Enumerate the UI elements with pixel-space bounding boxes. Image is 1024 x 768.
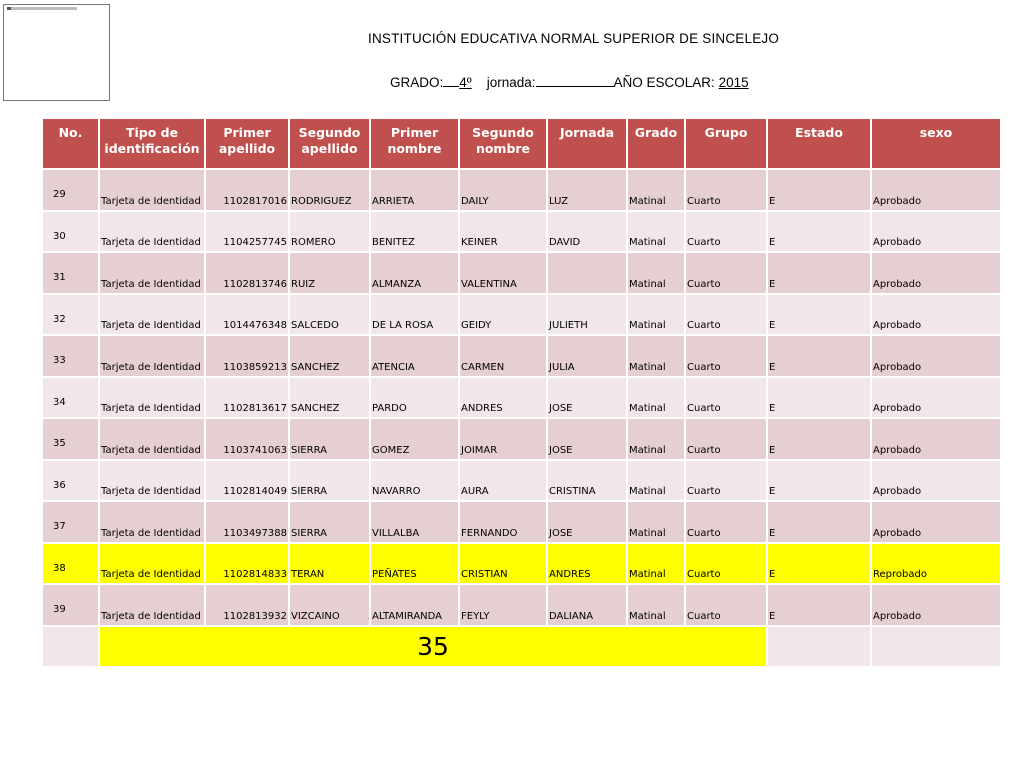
first-surname-cell: SIERRA	[289, 501, 370, 543]
grade-cell: Cuarto	[685, 335, 767, 377]
col-header: sexo	[871, 118, 1001, 169]
grade-blank	[443, 74, 459, 87]
col-header: Segundo apellido	[289, 118, 370, 169]
id-number-cell: 1102813932	[205, 584, 289, 626]
table-row	[42, 460, 1001, 502]
id-number-cell: 1014476348	[205, 294, 289, 336]
group-cell: E	[767, 418, 871, 460]
table-row	[42, 294, 1001, 336]
grade-cell: Cuarto	[685, 377, 767, 419]
status-cell: Aprobado	[871, 294, 1001, 336]
jornada-blank	[536, 74, 614, 87]
second-surname-cell: ALMANZA	[370, 252, 459, 294]
group-cell: E	[767, 501, 871, 543]
status-cell: Aprobado	[871, 418, 1001, 460]
second-surname-cell: ATENCIA	[370, 335, 459, 377]
id-type-cell: Tarjeta de Identidad	[99, 211, 205, 253]
first-surname-cell: RUIZ	[289, 252, 370, 294]
grade-cell: Cuarto	[685, 418, 767, 460]
first-surname-cell: SIERRA	[289, 418, 370, 460]
first-surname-cell: SIERRA	[289, 460, 370, 502]
group-cell: E	[767, 252, 871, 294]
second-name-cell: ANDRES	[547, 543, 627, 585]
second-name-cell	[547, 252, 627, 294]
year-value: 2015	[718, 75, 749, 90]
col-header: Segundo nombre	[459, 118, 547, 169]
first-name-cell: DAILY	[459, 169, 547, 211]
table-row	[42, 501, 1001, 543]
logo-placeholder	[3, 4, 110, 101]
first-name-cell: CARMEN	[459, 335, 547, 377]
shift-cell: Matinal	[627, 377, 685, 419]
second-name-cell: DALIANA	[547, 584, 627, 626]
second-surname-cell: PEÑATES	[370, 543, 459, 585]
shift-cell: Matinal	[627, 584, 685, 626]
second-surname-cell: PARDO	[370, 377, 459, 419]
status-cell: Reprobado	[871, 543, 1001, 585]
total-row	[42, 626, 1001, 668]
row-number: 34	[42, 377, 99, 419]
group-cell: E	[767, 377, 871, 419]
shift-cell: Matinal	[627, 501, 685, 543]
shift-cell: Matinal	[627, 211, 685, 253]
col-header: Jornada	[547, 118, 627, 169]
col-header: Tipo de identificación	[99, 118, 205, 169]
second-name-cell: JOSE	[547, 418, 627, 460]
table-body	[42, 169, 1001, 667]
grade-cell: Cuarto	[685, 501, 767, 543]
table-row	[42, 377, 1001, 419]
id-type-cell: Tarjeta de Identidad	[99, 335, 205, 377]
row-number: 30	[42, 211, 99, 253]
id-type-cell: Tarjeta de Identidad	[99, 294, 205, 336]
table-row	[42, 543, 1001, 585]
shift-cell: Matinal	[627, 460, 685, 502]
table-cell	[871, 626, 1001, 668]
table-row	[42, 252, 1001, 294]
shift-cell: Matinal	[627, 252, 685, 294]
first-surname-cell: RODRIGUEZ	[289, 169, 370, 211]
status-cell: Aprobado	[871, 211, 1001, 253]
total-count: 35	[99, 626, 767, 668]
id-type-cell: Tarjeta de Identidad	[99, 501, 205, 543]
group-cell: E	[767, 294, 871, 336]
id-number-cell: 1102813617	[205, 377, 289, 419]
grade-value: 4º	[459, 75, 472, 90]
group-cell: E	[767, 169, 871, 211]
row-number: 35	[42, 418, 99, 460]
status-cell: Aprobado	[871, 460, 1001, 502]
status-cell: Aprobado	[871, 584, 1001, 626]
second-name-cell: LUZ	[547, 169, 627, 211]
shift-cell: Matinal	[627, 335, 685, 377]
id-type-cell: Tarjeta de Identidad	[99, 584, 205, 626]
table-row	[42, 584, 1001, 626]
id-number-cell: 1104257745	[205, 211, 289, 253]
col-header: Primer apellido	[205, 118, 289, 169]
logo-caption	[7, 7, 77, 10]
grade-label: GRADO:	[390, 75, 444, 90]
grade-cell: Cuarto	[685, 460, 767, 502]
second-surname-cell: NAVARRO	[370, 460, 459, 502]
col-header: No.	[42, 118, 99, 169]
second-name-cell: JULIA	[547, 335, 627, 377]
first-surname-cell: TERAN	[289, 543, 370, 585]
first-surname-cell: SALCEDO	[289, 294, 370, 336]
group-cell: E	[767, 543, 871, 585]
first-surname-cell: SANCHEZ	[289, 335, 370, 377]
second-surname-cell: ALTAMIRANDA	[370, 584, 459, 626]
row-number: 31	[42, 252, 99, 294]
status-cell: Aprobado	[871, 501, 1001, 543]
group-cell: E	[767, 335, 871, 377]
table-row	[42, 211, 1001, 253]
student-roster-table	[41, 117, 1002, 668]
second-name-cell: JOSE	[547, 377, 627, 419]
status-cell: Aprobado	[871, 377, 1001, 419]
id-number-cell: 1103859213	[205, 335, 289, 377]
id-number-cell: 1102814049	[205, 460, 289, 502]
table-cell	[42, 626, 99, 668]
id-type-cell: Tarjeta de Identidad	[99, 460, 205, 502]
shift-cell: Matinal	[627, 169, 685, 211]
table-row	[42, 169, 1001, 211]
second-surname-cell: BENITEZ	[370, 211, 459, 253]
first-name-cell: FEYLY	[459, 584, 547, 626]
row-number: 37	[42, 501, 99, 543]
id-number-cell: 1102814833	[205, 543, 289, 585]
grade-cell: Cuarto	[685, 294, 767, 336]
first-name-cell: KEINER	[459, 211, 547, 253]
group-cell: E	[767, 211, 871, 253]
first-surname-cell: VIZCAINO	[289, 584, 370, 626]
shift-cell: Matinal	[627, 543, 685, 585]
year-label: AÑO ESCOLAR:	[613, 75, 715, 90]
id-type-cell: Tarjeta de Identidad	[99, 543, 205, 585]
id-type-cell: Tarjeta de Identidad	[99, 252, 205, 294]
group-cell: E	[767, 584, 871, 626]
id-number-cell: 1102813746	[205, 252, 289, 294]
first-surname-cell: ROMERO	[289, 211, 370, 253]
col-header: Primer nombre	[370, 118, 459, 169]
second-surname-cell: GOMEZ	[370, 418, 459, 460]
grade-line	[390, 74, 749, 90]
row-number: 33	[42, 335, 99, 377]
second-surname-cell: DE LA ROSA	[370, 294, 459, 336]
second-surname-cell: ARRIETA	[370, 169, 459, 211]
row-number: 38	[42, 543, 99, 585]
table-row	[42, 335, 1001, 377]
id-number-cell: 1102817016	[205, 169, 289, 211]
institution-title: INSTITUCIÓN EDUCATIVA NORMAL SUPERIOR DE SINCELEJO	[368, 31, 780, 46]
col-header: Grupo	[685, 118, 767, 169]
jornada-label: jornada:	[486, 75, 536, 90]
group-cell: E	[767, 460, 871, 502]
status-cell: Aprobado	[871, 335, 1001, 377]
second-name-cell: JULIETH	[547, 294, 627, 336]
first-name-cell: JOIMAR	[459, 418, 547, 460]
row-number: 32	[42, 294, 99, 336]
table-cell	[767, 626, 871, 668]
id-type-cell: Tarjeta de Identidad	[99, 418, 205, 460]
grade-cell: Cuarto	[685, 543, 767, 585]
row-number: 29	[42, 169, 99, 211]
second-name-cell: DAVID	[547, 211, 627, 253]
id-number-cell: 1103497388	[205, 501, 289, 543]
first-name-cell: AURA	[459, 460, 547, 502]
id-number-cell: 1103741063	[205, 418, 289, 460]
first-name-cell: CRISTIAN	[459, 543, 547, 585]
grade-cell: Cuarto	[685, 169, 767, 211]
shift-cell: Matinal	[627, 294, 685, 336]
col-header: Grado	[627, 118, 685, 169]
row-number: 36	[42, 460, 99, 502]
grade-cell: Cuarto	[685, 252, 767, 294]
grade-cell: Cuarto	[685, 584, 767, 626]
first-name-cell: GEIDY	[459, 294, 547, 336]
second-name-cell: JOSE	[547, 501, 627, 543]
first-name-cell: ANDRES	[459, 377, 547, 419]
first-name-cell: FERNANDO	[459, 501, 547, 543]
status-cell: Aprobado	[871, 252, 1001, 294]
logo-caption-mark	[7, 7, 11, 10]
col-header: Estado	[767, 118, 871, 169]
status-cell: Aprobado	[871, 169, 1001, 211]
first-surname-cell: SANCHEZ	[289, 377, 370, 419]
grade-cell: Cuarto	[685, 211, 767, 253]
row-number: 39	[42, 584, 99, 626]
first-name-cell: VALENTINA	[459, 252, 547, 294]
second-name-cell: CRISTINA	[547, 460, 627, 502]
second-surname-cell: VILLALBA	[370, 501, 459, 543]
id-type-cell: Tarjeta de Identidad	[99, 169, 205, 211]
table-header-row	[42, 118, 1001, 169]
id-type-cell: Tarjeta de Identidad	[99, 377, 205, 419]
table-row	[42, 418, 1001, 460]
shift-cell: Matinal	[627, 418, 685, 460]
